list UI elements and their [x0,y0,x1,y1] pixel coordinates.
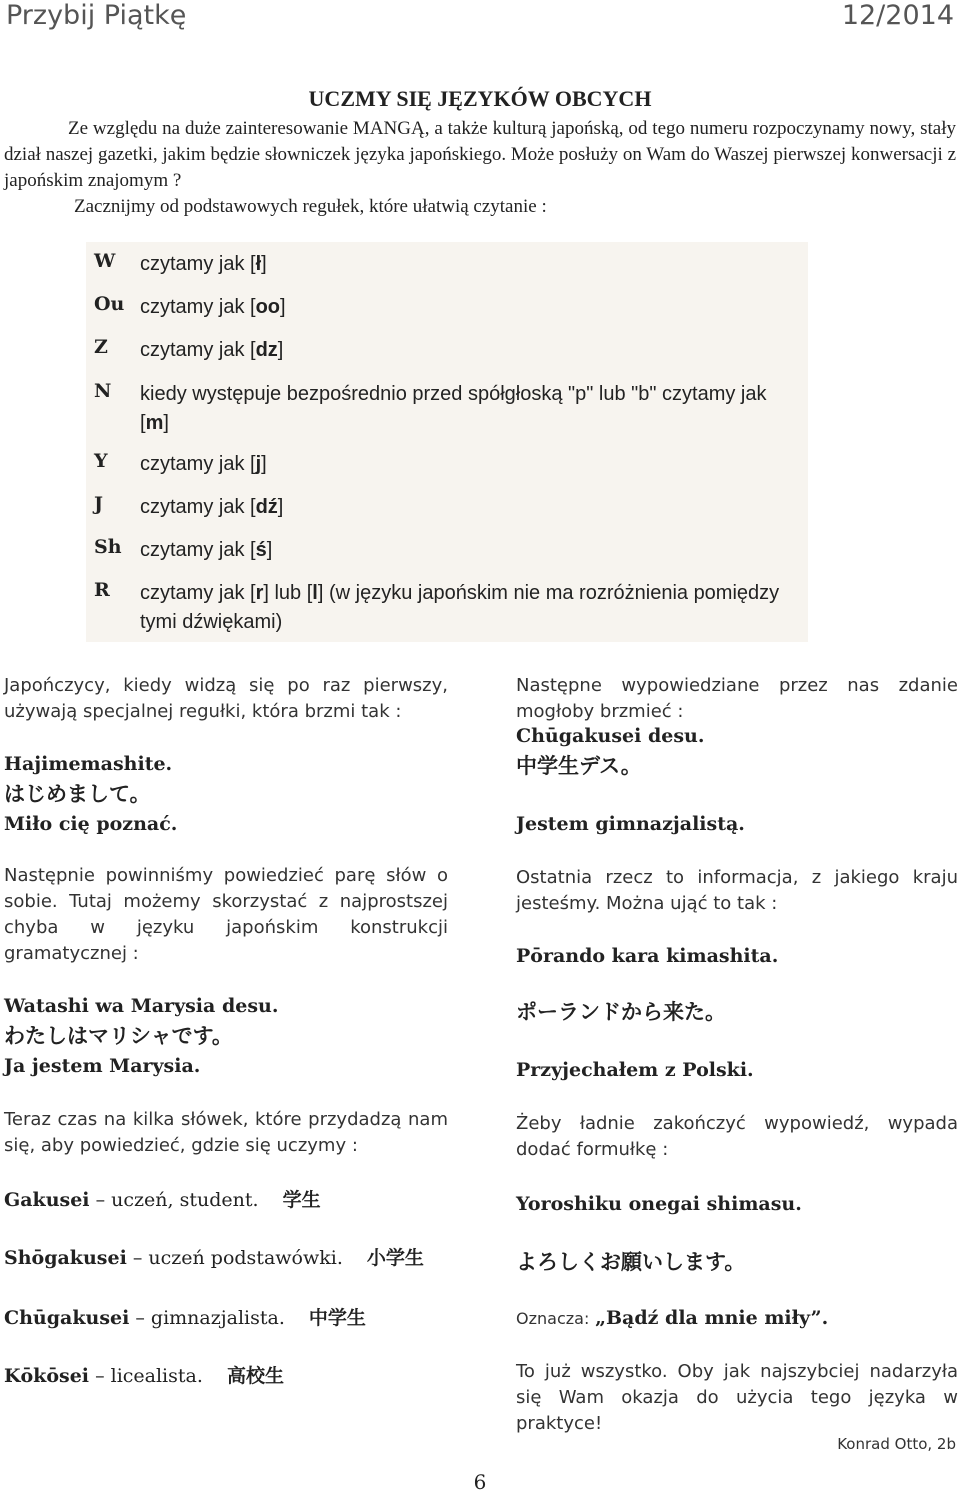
vocab-kanji: 中学生 [308,1307,366,1329]
rule-letter: Y [94,450,108,472]
paragraph: Ostatnia rzecz to informacja, z jakiego kraju jesteśmy. Można ująć to tak : [516,867,958,914]
publication-title: Przybij Piątkę [6,0,187,31]
intro-sentence-romaji: Watashi wa Marysia desu. [4,995,279,1017]
rule-description: czytamy jak [ś] [140,539,273,561]
vocab-meaning: – uczeń podstawówki. [132,1247,343,1269]
intro-paragraph: Ze względu na duże zainteresowanie MANGĄ, a także kulturą japońską, od tego numeru rozpoczynamy nowy, stały dział naszej gazetki, jakim będzie słowniczek języka japońskiego. Może posłuży on Wam do Waszej pierwszej konwersacji z japońskim znajomym ? [4,118,956,191]
greeting-japanese: はじめまして。 [4,782,151,806]
rule-letter: Z [94,336,108,358]
rule-letter: N [94,380,112,402]
issue-number: 12/2014 [841,0,954,31]
paragraph: Następnie powinniśmy powiedzieć parę słów o sobie. Tutaj możemy skorzystać z najprostszej chyba w języku japońskim konstrukcji gramatycznej : [4,865,448,964]
meaning-text: „Bądź dla mnie miły”. [595,1307,829,1329]
paragraph: Następne wypowiedziane przez nas zdanie mogłoby brzmieć : [516,675,958,722]
sentence-japanese: よろしくお願いします。 [516,1250,746,1274]
rule-letter: J [94,493,103,515]
vocab-item [4,1363,448,1389]
page-number: 6 [473,1470,487,1494]
paragraph: Żeby ładnie zakończyć wypowiedź, wypada dodać formułkę : [516,1113,958,1160]
vocab-kanji: 学生 [282,1189,321,1211]
sentence-romaji: Pōrando kara kimashita. [516,945,779,967]
paragraph: Japończycy, kiedy widzą się po raz pierwszy, używają specjalnej regułki, która brzmi tak : [4,675,448,722]
reading-rules-table [86,242,808,642]
vocab-meaning: – uczeń, student. [95,1189,259,1211]
author-signature: Konrad Otto, 2b [837,1435,956,1453]
greeting-romaji: Hajimemashite. [4,753,173,775]
rule-letter: Sh [94,536,122,558]
sentence-japanese: 中学生デス。 [516,754,642,778]
vocab-term: Chūgakusei [4,1307,130,1329]
rule-description: czytamy jak [dz] [140,339,284,361]
vocab-item [4,1187,448,1213]
vocab-kanji: 小学生 [366,1247,424,1269]
vocab-item [4,1245,448,1271]
meaning-label: Oznacza: [516,1309,590,1328]
intro-sentence-polish: Ja jestem Marysia. [4,1055,201,1077]
sentence-polish: Jestem gimnazjalistą. [516,813,745,835]
vocab-meaning: – gimnazjalista. [135,1307,285,1329]
vocab-term: Shōgakusei [4,1247,127,1269]
rule-letter: R [94,579,110,601]
sentence-romaji: Chūgakusei desu. [516,725,705,747]
rule-description: czytamy jak [r] lub [l] (w języku japońskim nie ma rozróżnienia pomiędzy tymi dźwiękami) [140,582,780,633]
intro-lead-in: Zacznijmy od podstawowych regułek, które ułatwią czytanie : [74,196,547,217]
vocab-term: Kōkōsei [4,1365,90,1387]
rule-description: kiedy występuje bezpośrednio przed spółgłoską "p" lub "b" czytamy jak [m] [140,383,767,434]
section-title: UCZMY SIĘ JĘZYKÓW OBCYCH [308,86,652,111]
closing-paragraph: To już wszystko. Oby jak najszybciej nadarzyła się Wam okazja do użycia tego języka w praktyce! [516,1361,958,1434]
rule-description: czytamy jak [ł] [140,253,267,275]
rule-description: czytamy jak [dź] [140,496,284,518]
meaning-line [516,1305,958,1332]
rule-letter: W [94,250,116,272]
vocab-kanji: 高校生 [226,1365,284,1387]
rule-letter: Ou [94,293,125,315]
page-header [0,0,960,34]
vocab-term: Gakusei [4,1189,90,1211]
paragraph: Teraz czas na kilka słówek, które przydadzą nam się, aby powiedzieć, gdzie się uczymy : [4,1109,448,1156]
rule-description: czytamy jak [j] [140,453,267,475]
intro-sentence-japanese: わたしはマリシャです。 [4,1024,233,1048]
vocab-meaning: – licealista. [95,1365,203,1387]
vocab-item [4,1305,448,1331]
sentence-japanese: ポーランドから来た。 [516,1000,726,1024]
intro [4,116,956,220]
sentence-polish: Przyjechałem z Polski. [516,1059,754,1081]
rule-description: czytamy jak [oo] [140,296,286,318]
greeting-polish: Miło cię poznać. [4,813,178,835]
sentence-romaji: Yoroshiku onegai shimasu. [516,1193,802,1215]
